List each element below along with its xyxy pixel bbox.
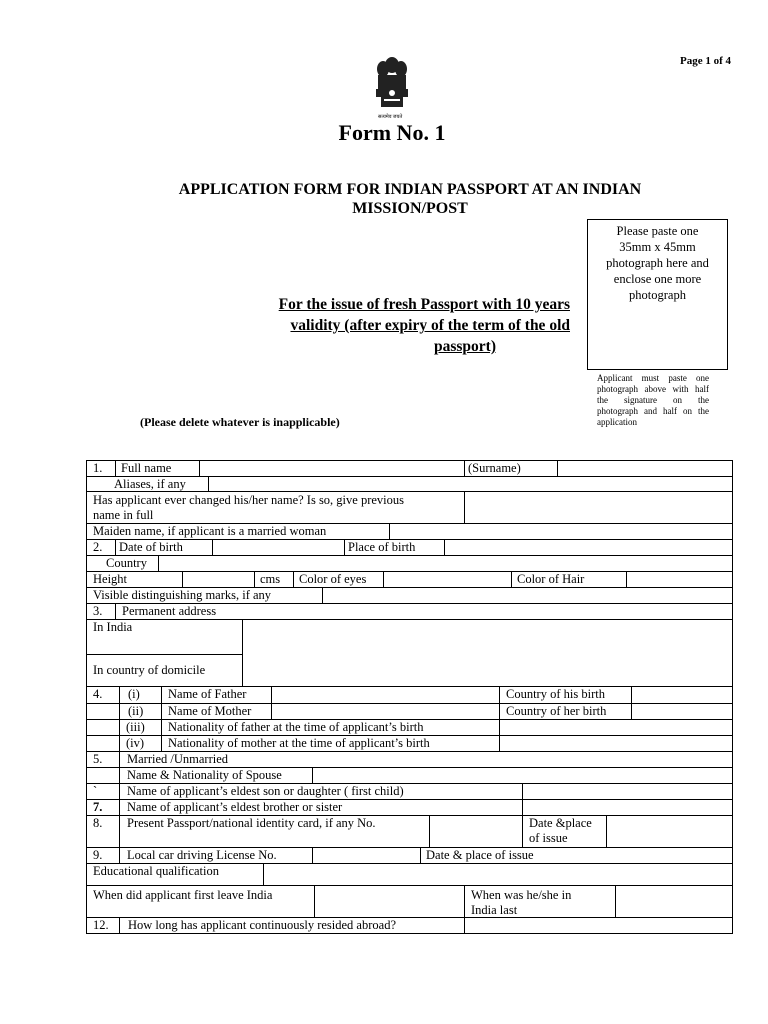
full-name-input[interactable] bbox=[200, 461, 464, 476]
country-input[interactable] bbox=[159, 556, 732, 571]
state-emblem-icon bbox=[372, 55, 412, 115]
subtitle-line-1: For the issue of fresh Passport with 10 years bbox=[278, 296, 570, 313]
in-india-label: In India bbox=[93, 620, 133, 634]
hair-color-input[interactable] bbox=[627, 572, 732, 587]
father-name-input[interactable] bbox=[272, 687, 499, 703]
item-number-2: 2. bbox=[93, 540, 103, 554]
application-form-table bbox=[86, 460, 733, 934]
item-number-12: 12. bbox=[93, 918, 109, 932]
distinguishing-marks-input[interactable] bbox=[323, 588, 732, 603]
address-input[interactable] bbox=[243, 620, 732, 686]
resided-abroad-input[interactable] bbox=[465, 918, 732, 933]
education-input[interactable] bbox=[264, 864, 732, 885]
country-label: Country bbox=[106, 556, 147, 570]
item-number-9: 9. bbox=[93, 848, 103, 862]
education-label: Educational qualification bbox=[93, 864, 219, 878]
spouse-input[interactable] bbox=[313, 768, 732, 783]
previous-name-input[interactable] bbox=[465, 492, 732, 523]
subtitle-line-3: passport) bbox=[433, 338, 496, 355]
item-number-3: 3. bbox=[93, 604, 103, 618]
passport-issue-label-1: Date &place bbox=[529, 816, 592, 830]
india-last-label-2: India last bbox=[471, 903, 518, 917]
surname-label: (Surname) bbox=[468, 461, 521, 475]
photo-note: Applicant must paste one photograph above with half the signature on the photograph and half on the application bbox=[597, 373, 709, 427]
changed-name-label-1: Has applicant ever changed his/her name? Is so, give previous bbox=[93, 493, 405, 507]
subtitle-line-2: validity (after expiry of the term of the old bbox=[290, 317, 570, 334]
item-number-4: 4. bbox=[93, 687, 103, 701]
father-name-label: Name of Father bbox=[168, 687, 247, 701]
resided-abroad-label: How long has applicant continuously resided abroad? bbox=[128, 918, 396, 932]
first-leave-input[interactable] bbox=[315, 886, 464, 917]
country-domicile-label: In country of domicile bbox=[93, 663, 206, 677]
sub-item-i: (i) bbox=[128, 687, 140, 701]
license-number-input[interactable] bbox=[313, 848, 420, 863]
eldest-child-sibling-input[interactable] bbox=[523, 784, 732, 815]
passport-number-input[interactable] bbox=[430, 816, 522, 847]
eye-color-input[interactable] bbox=[384, 572, 511, 587]
maiden-name-input[interactable] bbox=[390, 524, 732, 539]
mother-nationality-input[interactable] bbox=[500, 736, 732, 751]
place-of-birth-label: Place of birth bbox=[348, 540, 416, 554]
photo-box bbox=[587, 219, 728, 370]
hair-color-label: Color of Hair bbox=[517, 572, 585, 586]
mother-name-label: Name of Mother bbox=[168, 704, 252, 718]
father-country-input[interactable] bbox=[632, 687, 732, 703]
mother-nationality-label: Nationality of mother at the time of applicant’s birth bbox=[168, 736, 430, 750]
passport-issue-input[interactable] bbox=[607, 816, 732, 847]
marital-status-label: Married /Unmarried bbox=[127, 752, 229, 766]
item-number-6: ` bbox=[93, 784, 98, 798]
permanent-address-label: Permanent address bbox=[122, 604, 217, 618]
spouse-label: Name & Nationality of Spouse bbox=[127, 768, 282, 782]
page-number: Page 1 of 4 bbox=[679, 55, 731, 67]
cms-label: cms bbox=[260, 572, 281, 586]
maiden-name-label: Maiden name, if applicant is a married woman bbox=[93, 524, 327, 538]
item-number-5: 5. bbox=[93, 752, 103, 766]
surname-input[interactable] bbox=[558, 461, 732, 476]
height-input[interactable] bbox=[183, 572, 254, 587]
eye-color-label: Color of eyes bbox=[299, 572, 367, 586]
eldest-child-label: Name of applicant’s eldest son or daughter ( first child) bbox=[127, 784, 404, 798]
father-country-label: Country of his birth bbox=[506, 687, 605, 701]
mother-country-label: Country of her birth bbox=[506, 704, 607, 718]
present-passport-label: Present Passport/national identity card, if any No. bbox=[127, 816, 376, 830]
emblem-motto: सत्यमेव जयते bbox=[378, 115, 403, 120]
mother-country-input[interactable] bbox=[632, 704, 732, 719]
license-issue-label: Date & place of issue bbox=[426, 848, 534, 862]
mother-name-input[interactable] bbox=[272, 704, 499, 719]
father-nationality-label: Nationality of father at the time of applicant’s birth bbox=[168, 720, 424, 734]
india-last-label-1: When was he/she in bbox=[471, 888, 572, 902]
first-leave-label: When did applicant first leave India bbox=[93, 888, 273, 902]
aliases-input[interactable] bbox=[209, 477, 732, 491]
form-subtitle bbox=[220, 294, 570, 357]
father-nationality-input[interactable] bbox=[500, 720, 732, 735]
place-of-birth-input[interactable] bbox=[445, 540, 732, 555]
changed-name-label-2: name in full bbox=[93, 508, 154, 522]
item-number-7: 7. bbox=[93, 800, 103, 814]
passport-issue-label-2: of issue bbox=[529, 831, 568, 845]
date-of-birth-label: Date of birth bbox=[119, 540, 183, 554]
driving-license-label: Local car driving License No. bbox=[127, 848, 277, 862]
application-title: APPLICATION FORM FOR INDIAN PASSPORT AT AN INDIAN MISSION/POST bbox=[178, 181, 642, 217]
sub-item-iv: (iv) bbox=[126, 736, 145, 750]
india-last-input[interactable] bbox=[616, 886, 732, 917]
delete-note: (Please delete whatever is inapplicable) bbox=[140, 415, 340, 429]
height-label: Height bbox=[93, 572, 128, 586]
distinguishing-marks-label: Visible distinguishing marks, if any bbox=[93, 588, 272, 602]
sub-item-ii: (ii) bbox=[128, 704, 144, 718]
full-name-label: Full name bbox=[121, 461, 172, 475]
aliases-label: Aliases, if any bbox=[114, 477, 186, 491]
item-number-8: 8. bbox=[93, 816, 103, 830]
date-of-birth-input[interactable] bbox=[213, 540, 344, 555]
item-number-1: 1. bbox=[93, 461, 103, 475]
sub-item-iii: (iii) bbox=[126, 720, 145, 734]
eldest-sibling-label: Name of applicant’s eldest brother or sister bbox=[127, 800, 343, 814]
form-number: Form No. 1 bbox=[338, 120, 446, 145]
photo-instructions: Please paste one 35mm x 45mm photograph here and enclose one more photograph bbox=[606, 224, 709, 302]
